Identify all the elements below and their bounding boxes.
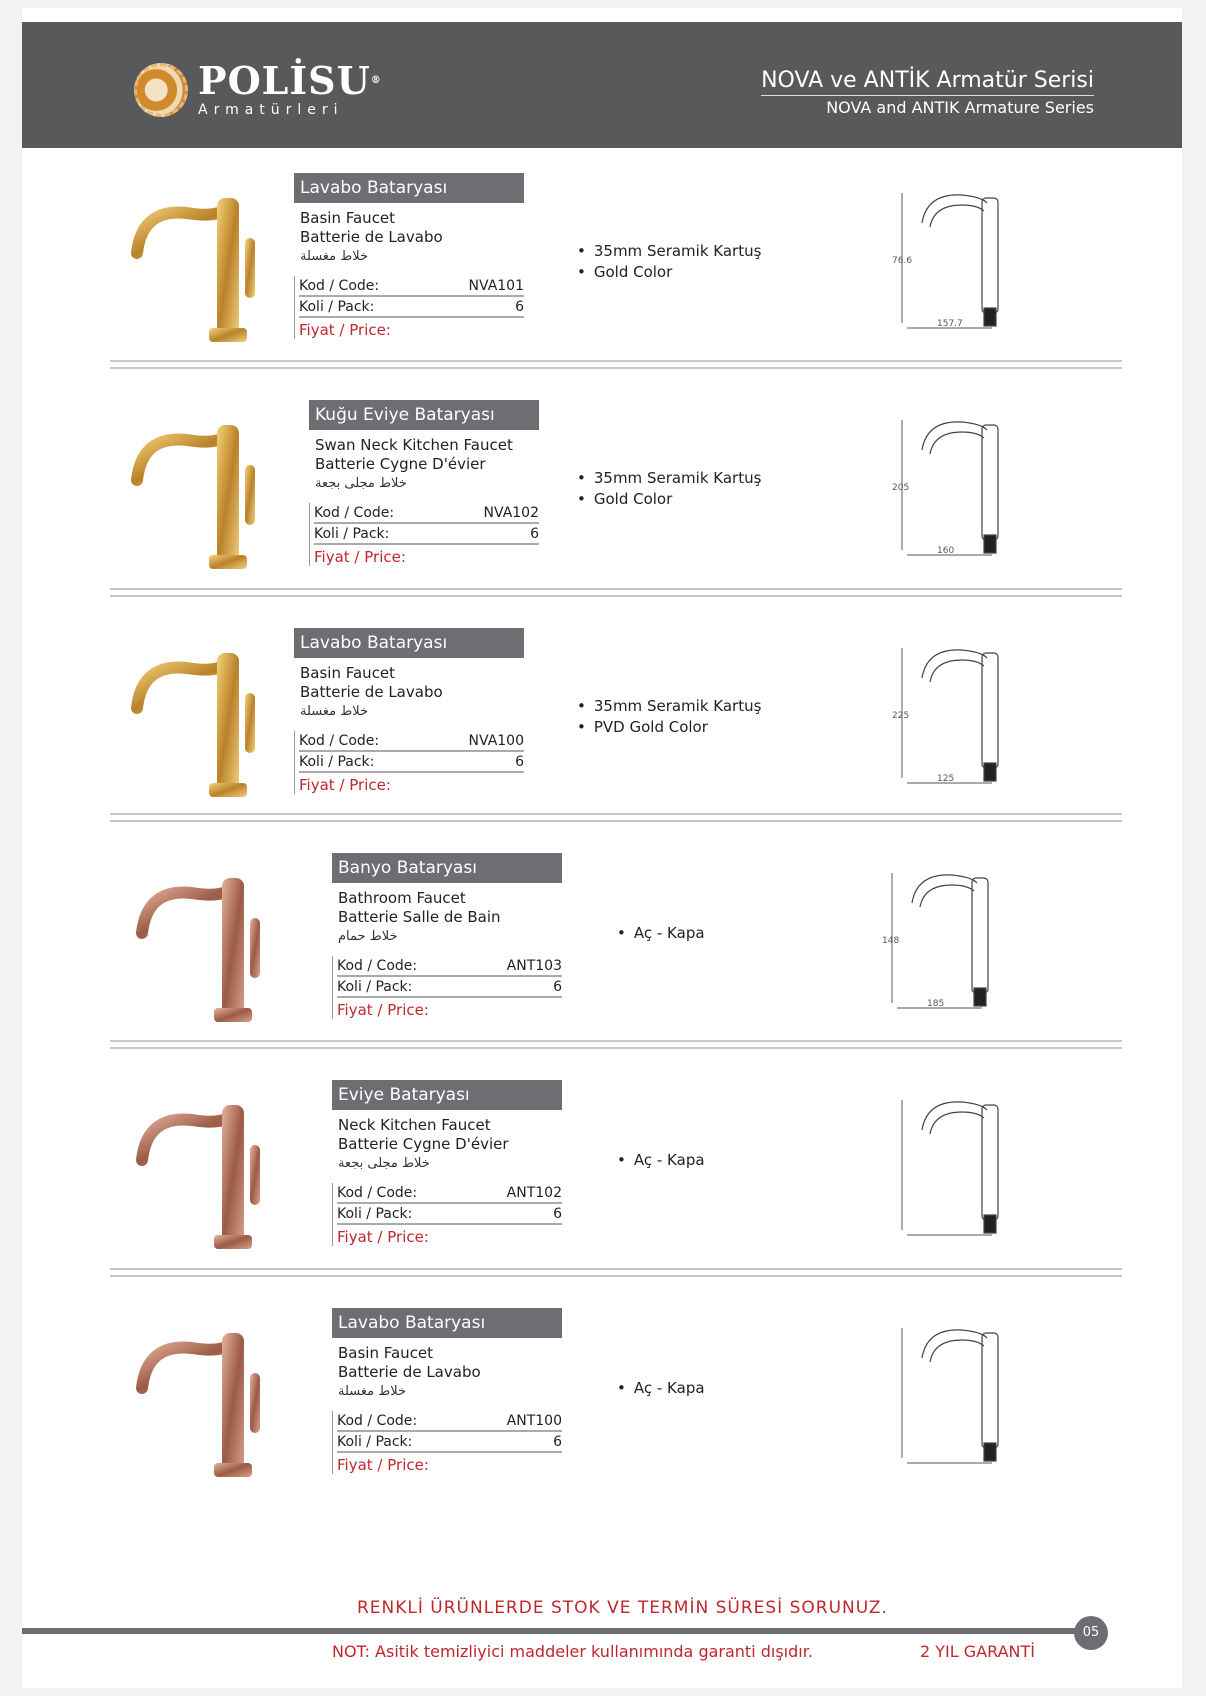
section-divider (110, 813, 1122, 822)
feature-list (577, 241, 761, 283)
svg-text:160: 160 (937, 546, 955, 556)
product-spec (294, 731, 524, 794)
warranty-note: NOT: Asitik temizliyici maddeler kullanımında garanti dışıdır. (332, 1642, 813, 1661)
product-spec (332, 1411, 562, 1474)
product-photo (117, 633, 287, 803)
svg-text:205: 205 (892, 483, 910, 493)
page-number: 05 (1074, 1616, 1108, 1650)
logo (134, 58, 382, 118)
feature-item: • 35mm Seramik Kartuş (577, 468, 761, 489)
product-photo (117, 178, 287, 348)
product-info (332, 1308, 562, 1474)
product-block (22, 400, 1182, 640)
feature-item: • Aç - Kapa (617, 1378, 705, 1399)
feature-item: • Gold Color (577, 489, 761, 510)
product-name-en: Basin Faucet (300, 664, 396, 682)
product-name-ar: خلاط مجلى بجعة (315, 476, 407, 491)
code-label: Kod / Code: (314, 505, 395, 521)
feature-item: • 35mm Seramik Kartuş (577, 241, 761, 262)
section-divider (110, 1040, 1122, 1049)
product-code: ANT102 (506, 1185, 562, 1201)
product-spec (294, 276, 524, 339)
section-divider (110, 360, 1122, 369)
product-code: NVA101 (468, 278, 524, 294)
feature-item: • PVD Gold Color (577, 717, 761, 738)
product-name-en: Basin Faucet (338, 1344, 434, 1362)
product-name-ar: خلاط مغسلة (300, 704, 369, 719)
svg-text:148: 148 (882, 936, 900, 946)
technical-drawing (892, 183, 1022, 333)
pack-label: Koli / Pack: (299, 754, 375, 770)
product-title: Lavabo Bataryası (332, 1308, 562, 1338)
product-info (332, 1080, 562, 1246)
product-spec (332, 1183, 562, 1246)
product-title: Kuğu Eviye Bataryası (309, 400, 539, 430)
warranty-badge: 2 YIL GARANTİ (920, 1642, 1035, 1661)
product-photo (122, 1313, 292, 1483)
product-spec (332, 956, 562, 1019)
product-photo (122, 858, 292, 1028)
price-label: Fiyat / Price: (337, 1001, 429, 1019)
section-divider (110, 588, 1122, 597)
technical-drawing (892, 638, 1022, 788)
code-label: Kod / Code: (299, 278, 380, 294)
product-spec (309, 503, 539, 566)
product-code: ANT103 (506, 958, 562, 974)
technical-drawing (882, 863, 1012, 1013)
product-name-fr: Batterie de Lavabo (300, 228, 443, 246)
code-label: Kod / Code: (299, 733, 380, 749)
section-divider (110, 1268, 1122, 1277)
product-code: NVA100 (468, 733, 524, 749)
product-name-en: Swan Neck Kitchen Faucet (315, 436, 513, 454)
series-title-en: NOVA and ANTIK Armature Series (826, 98, 1094, 117)
product-block (22, 1308, 1182, 1548)
price-label: Fiyat / Price: (314, 548, 406, 566)
code-label: Kod / Code: (337, 1413, 418, 1429)
feature-list (617, 923, 705, 944)
feature-list (577, 468, 761, 510)
feature-item: • Gold Color (577, 262, 761, 283)
feature-item: • Aç - Kapa (617, 1150, 705, 1171)
product-info (294, 173, 524, 339)
pack-label: Koli / Pack: (337, 979, 413, 995)
product-photo (122, 1085, 292, 1255)
product-photo (117, 405, 287, 575)
product-code: ANT100 (506, 1413, 562, 1429)
page-header (22, 22, 1182, 148)
product-block (22, 1080, 1182, 1320)
product-name-ar: خلاط مغسلة (300, 249, 369, 264)
product-code: NVA102 (483, 505, 539, 521)
series-title (761, 68, 1094, 117)
product-name-fr: Batterie Cygne D'évier (315, 455, 486, 473)
technical-drawing (892, 410, 1022, 560)
pack-label: Koli / Pack: (314, 526, 390, 542)
product-info (294, 628, 524, 794)
product-name-ar: خلاط مجلى بجعة (338, 1156, 430, 1171)
product-block (22, 628, 1182, 868)
pack-qty: 6 (553, 1206, 562, 1222)
product-name-fr: Batterie de Lavabo (300, 683, 443, 701)
product-name-fr: Batterie de Lavabo (338, 1363, 481, 1381)
brand-name: POLİSU® (198, 58, 382, 103)
product-title: Eviye Bataryası (332, 1080, 562, 1110)
pack-qty: 6 (530, 526, 539, 542)
svg-text:76.6: 76.6 (892, 256, 913, 266)
brand-subtitle: Armatürleri (198, 102, 344, 118)
product-info (332, 853, 562, 1019)
stock-notice: RENKLİ ÜRÜNLERDE STOK VE TERMİN SÜRESİ SORUNUZ. (357, 1598, 888, 1618)
feature-item: • Aç - Kapa (617, 923, 705, 944)
footer-divider (22, 1628, 1082, 1634)
price-label: Fiyat / Price: (299, 776, 391, 794)
feature-list (577, 696, 761, 738)
svg-text:125: 125 (937, 774, 955, 784)
technical-drawing (892, 1318, 1022, 1468)
feature-item: • 35mm Seramik Kartuş (577, 696, 761, 717)
product-title: Lavabo Bataryası (294, 628, 524, 658)
product-block (22, 173, 1182, 413)
product-name-ar: خلاط حمام (338, 929, 398, 944)
product-name-fr: Batterie Salle de Bain (338, 908, 501, 926)
price-label: Fiyat / Price: (337, 1456, 429, 1474)
series-title-tr: NOVA ve ANTİK Armatür Serisi (761, 68, 1094, 96)
pack-qty: 6 (553, 1434, 562, 1450)
technical-drawing (892, 1090, 1022, 1240)
pack-qty: 6 (515, 754, 524, 770)
gear-logo-icon (134, 63, 188, 117)
feature-list (617, 1150, 705, 1171)
pack-qty: 6 (515, 299, 524, 315)
pack-qty: 6 (553, 979, 562, 995)
svg-text:185: 185 (927, 999, 945, 1009)
catalog-page (22, 8, 1182, 1688)
feature-list (617, 1378, 705, 1399)
product-name-fr: Batterie Cygne D'évier (338, 1135, 509, 1153)
price-label: Fiyat / Price: (299, 321, 391, 339)
svg-text:225: 225 (892, 711, 910, 721)
code-label: Kod / Code: (337, 1185, 418, 1201)
pack-label: Koli / Pack: (299, 299, 375, 315)
pack-label: Koli / Pack: (337, 1206, 413, 1222)
product-title: Lavabo Bataryası (294, 173, 524, 203)
product-info (309, 400, 539, 566)
pack-label: Koli / Pack: (337, 1434, 413, 1450)
product-name-ar: خلاط مغسلة (338, 1384, 407, 1399)
product-name-en: Bathroom Faucet (338, 889, 466, 907)
product-name-en: Neck Kitchen Faucet (338, 1116, 491, 1134)
price-label: Fiyat / Price: (337, 1228, 429, 1246)
code-label: Kod / Code: (337, 958, 418, 974)
product-title: Banyo Bataryası (332, 853, 562, 883)
product-name-en: Basin Faucet (300, 209, 396, 227)
svg-text:157.7: 157.7 (937, 319, 963, 329)
product-block (22, 853, 1182, 1093)
